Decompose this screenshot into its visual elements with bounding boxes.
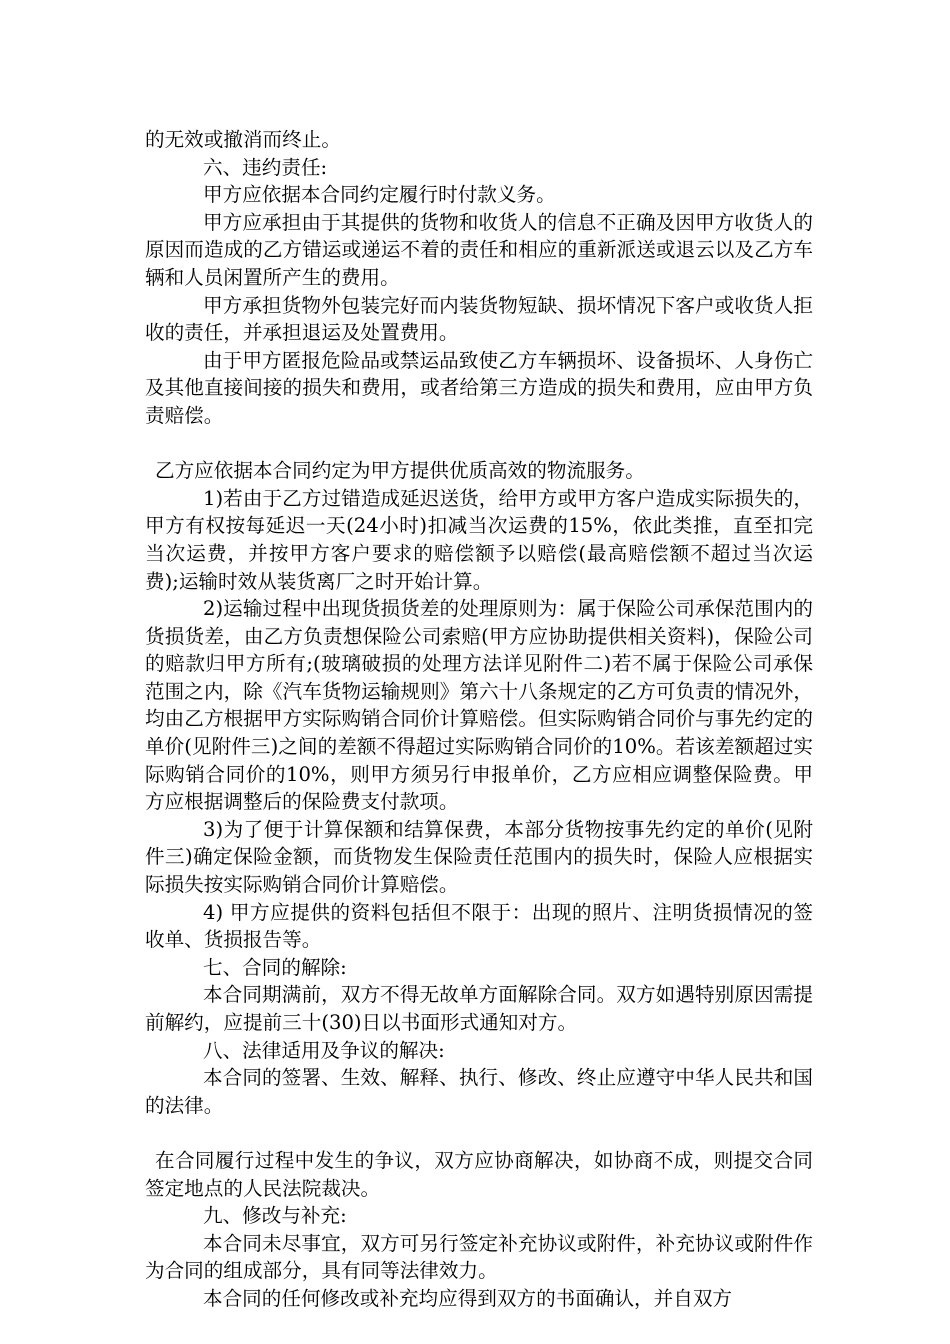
paragraph-payment-duty: 甲方应依据本合同约定履行时付款义务。: [203, 183, 556, 207]
paragraph-termination-end: 的无效或撤消而终止。: [145, 128, 341, 151]
paragraph-service-obligation: 乙方应依据本合同约定为甲方提供优质高效的物流服务。: [155, 459, 645, 483]
clause-delay-penalty: 1)若由于乙方过错造成延迟送货，给甲方或甲方客户造成实际损失的，甲方有权按每延迟一天(24小时)扣减当次运费的15%，依此类推，直至扣完当次运费，并按甲方客户要求的赔偿额予以赔偿(最高赔偿额不超过当次运费);运输时效从装货离厂之时开始计算。: [145, 486, 813, 593]
clause-damage-handling: 2)运输过程中出现货损货差的处理原则为：属于保险公司承保范围内的货损货差，由乙方负责想保险公司索赔(甲方应协助提供相关资料)，保险公司的赔款归甲方所有;(玻璃破损的处理方法详见附件二)若不属于保险公司承保范围之内，除《汽车货物运输规则》第六十八条规定的乙方可负责的情况外，均由乙方根据甲方实际购销合同价计算赔偿。但实际购销合同价与事先约定的单价(见附件三)之间的差额不得超过实际购销合同价的10%。若该差额超过实际购销合同价的10%，则甲方须另行申报单价，乙方应相应调整保险费。甲方应根据调整后的保险费支付款项。: [145, 597, 813, 814]
clause-required-documents: 4) 甲方应提供的资料包括但不限于：出现的照片、注明货损情况的签收单、货损报告等。: [145, 900, 813, 952]
document-page: [145, 126, 813, 1313]
paragraph-packaging-liability: 甲方承担货物外包装完好而内装货物短缺、损坏情况下客户或收货人拒收的责任，并承担退运及处置费用。: [145, 293, 813, 345]
paragraph-dangerous-goods-liability: 由于甲方匿报危险品或禁运品致使乙方车辆损坏、设备损坏、人身伤亡及其他直接间接的损失和费用，或者给第三方造成的损失和费用，应由甲方负责赔偿。: [145, 348, 813, 427]
paragraph-spacer: [145, 1119, 813, 1147]
paragraph-info-error-liability: 甲方应承担由于其提供的货物和收货人的信息不正确及因甲方收货人的原因而造成的乙方错运或递运不着的责任和相应的重新派送或退云以及乙方车辆和人员闲置所产生的费用。: [145, 210, 813, 289]
paragraph-applicable-law: 本合同的签署、生效、解释、执行、修改、终止应遵守中华人民共和国的法律。: [145, 1066, 813, 1117]
heading-breach-liability: 六、违约责任:: [203, 155, 328, 179]
heading-contract-termination: 七、合同的解除:: [203, 955, 347, 979]
paragraph-spacer: [145, 430, 813, 458]
clause-insurance-amount: 3)为了便于计算保额和结算保费，本部分货物按事先约定的单价(见附件三)确定保险金额，而货物发生保险责任范围内的损失时，保险人应根据实际损失按实际购销合同价计算赔偿。: [145, 817, 813, 897]
paragraph-termination-notice: 本合同期满前，双方不得无故单方面解除合同。双方如遇特别原因需提前解约，应提前三十(30)日以书面形式通知对方。: [145, 983, 813, 1034]
paragraph-dispute-resolution: 在合同履行过程中发生的争议，双方应协商解决，如协商不成，则提交合同签定地点的人民法院裁决。: [145, 1148, 813, 1200]
heading-amendments: 九、修改与补充:: [203, 1204, 347, 1228]
heading-governing-law: 八、法律适用及争议的解决:: [203, 1038, 445, 1062]
paragraph-supplementary-agreement: 本合同未尽事宜，双方可另行签定补充协议或附件，补充协议或附件作为合同的组成部分，具有同等法律效力。: [145, 1231, 813, 1283]
paragraph-written-confirmation: 本合同的任何修改或补充均应得到双方的书面确认，并自双方: [203, 1286, 733, 1310]
